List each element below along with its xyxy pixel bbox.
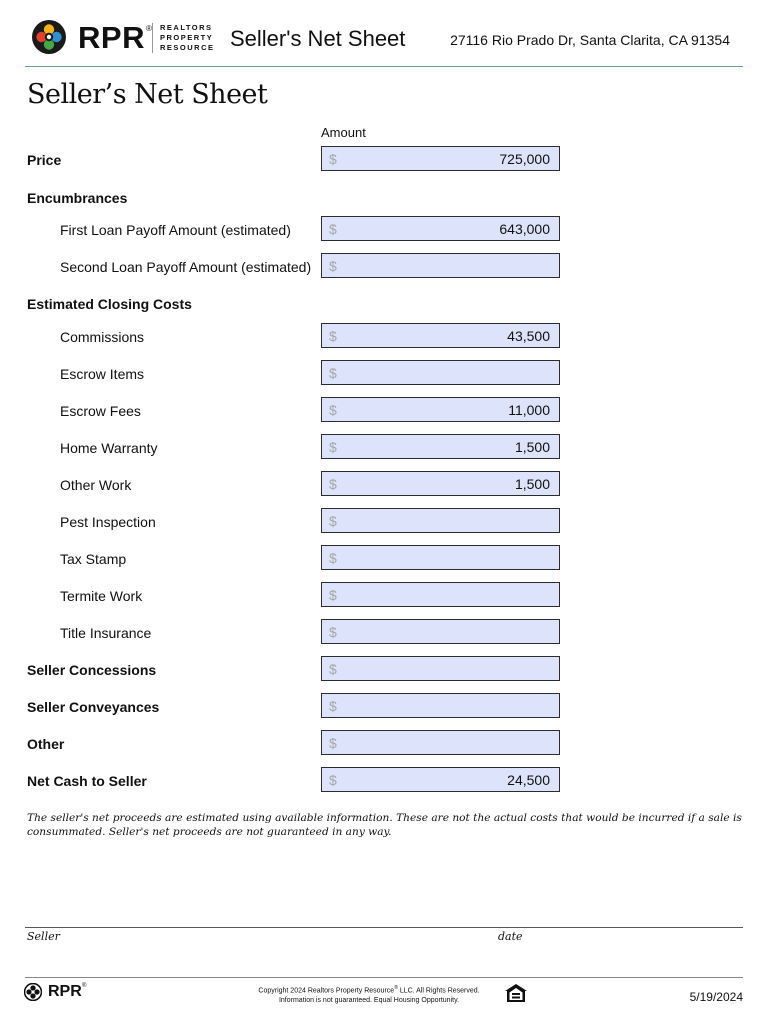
row-seller-conveyances bbox=[0, 693, 768, 721]
dollar-sign: $ bbox=[329, 513, 337, 529]
net-cash-field[interactable] bbox=[321, 767, 560, 792]
seller-conveyances-label: Seller Conveyances bbox=[27, 699, 160, 715]
other-label: Other bbox=[27, 736, 65, 752]
other-work-label: Other Work bbox=[60, 477, 132, 493]
home-warranty-field[interactable] bbox=[321, 434, 560, 459]
price-field[interactable] bbox=[321, 146, 560, 171]
dollar-sign: $ bbox=[329, 587, 337, 603]
amount-column-header: Amount bbox=[321, 125, 366, 140]
row-first-loan bbox=[0, 216, 768, 244]
closing-costs-heading: Estimated Closing Costs bbox=[27, 296, 192, 312]
seller-conveyances-field[interactable] bbox=[321, 693, 560, 718]
row-tax-stamp bbox=[0, 545, 768, 573]
disclaimer: The seller's net proceeds are estimated using available information. These are not the actual costs that would be incurred if a sale is consummated. Seller's net proceeds are not guaranteed in any way. bbox=[27, 812, 742, 838]
dollar-sign: $ bbox=[329, 476, 337, 492]
title-insurance-label: Title Insurance bbox=[60, 625, 152, 641]
footer-registered-mark: ® bbox=[82, 983, 87, 989]
second-loan-label: Second Loan Payoff Amount (estimated) bbox=[60, 259, 312, 275]
footer-rpr-text: RPR bbox=[48, 983, 82, 1000]
commissions-label: Commissions bbox=[60, 329, 145, 345]
other-work-field[interactable] bbox=[321, 471, 560, 496]
signature-date-label: date bbox=[498, 930, 523, 943]
seller-concessions-field[interactable] bbox=[321, 656, 560, 681]
escrow-fees-value: 11,000 bbox=[508, 402, 550, 418]
commissions-value: 43,500 bbox=[507, 328, 550, 344]
dollar-sign: $ bbox=[329, 221, 337, 237]
row-title-insurance bbox=[0, 619, 768, 647]
footer-rule bbox=[25, 977, 743, 978]
dollar-sign: $ bbox=[329, 151, 337, 167]
footer-copyright: Copyright 2024 Realtors Property Resource® LLC. All Rights Reserved. Information is not guaranteed. Equal Housing Opportunity. bbox=[258, 985, 480, 1005]
header-doc-title: Seller's Net Sheet bbox=[230, 26, 406, 51]
net-cash-value: 24,500 bbox=[507, 772, 550, 788]
row-escrow-fees bbox=[0, 397, 768, 425]
dollar-sign: $ bbox=[329, 550, 337, 566]
first-loan-value: 643,000 bbox=[499, 221, 550, 237]
escrow-items-field[interactable] bbox=[321, 360, 560, 385]
pest-inspection-label: Pest Inspection bbox=[60, 514, 156, 530]
rpr-logo-text: RPR bbox=[78, 20, 145, 55]
net-cash-label: Net Cash to Seller bbox=[27, 773, 147, 789]
commissions-field[interactable] bbox=[321, 323, 560, 348]
first-loan-field[interactable] bbox=[321, 216, 560, 241]
dollar-sign: $ bbox=[329, 402, 337, 418]
termite-work-field[interactable] bbox=[321, 582, 560, 607]
second-loan-field[interactable] bbox=[321, 253, 560, 278]
header bbox=[0, 0, 768, 68]
row-second-loan bbox=[0, 253, 768, 281]
row-pest-inspection bbox=[0, 508, 768, 536]
dollar-sign: $ bbox=[329, 735, 337, 751]
price-label: Price bbox=[27, 152, 62, 168]
termite-work-label: Termite Work bbox=[60, 588, 143, 604]
row-commissions bbox=[0, 323, 768, 351]
row-price bbox=[0, 146, 768, 174]
row-seller-concessions bbox=[0, 656, 768, 684]
row-escrow-items bbox=[0, 360, 768, 388]
dollar-sign: $ bbox=[329, 258, 337, 274]
row-termite-work bbox=[0, 582, 768, 610]
seller-concessions-label: Seller Concessions bbox=[27, 662, 157, 678]
row-other bbox=[0, 730, 768, 758]
other-work-value: 1,500 bbox=[514, 476, 550, 492]
row-net-cash bbox=[0, 767, 768, 795]
rpr-logo-icon bbox=[32, 20, 66, 54]
escrow-fees-label: Escrow Fees bbox=[60, 403, 141, 419]
signature-line bbox=[25, 927, 743, 928]
dollar-sign: $ bbox=[329, 439, 337, 455]
title-insurance-field[interactable] bbox=[321, 619, 560, 644]
row-home-warranty bbox=[0, 434, 768, 462]
logo-divider bbox=[152, 23, 153, 53]
dollar-sign: $ bbox=[329, 365, 337, 381]
escrow-fees-field[interactable] bbox=[321, 397, 560, 422]
dollar-sign: $ bbox=[329, 698, 337, 714]
first-loan-label: First Loan Payoff Amount (estimated) bbox=[60, 222, 291, 238]
home-warranty-value: 1,500 bbox=[514, 439, 550, 455]
footer-date: 5/19/2024 bbox=[689, 990, 743, 1004]
dollar-sign: $ bbox=[329, 328, 337, 344]
header-address: 27116 Rio Prado Dr, Santa Clarita, CA 91354 bbox=[450, 32, 730, 48]
other-field[interactable] bbox=[321, 730, 560, 755]
dollar-sign: $ bbox=[329, 772, 337, 788]
rpr-logo-icon bbox=[24, 983, 42, 1001]
dollar-sign: $ bbox=[329, 661, 337, 677]
dollar-sign: $ bbox=[329, 624, 337, 640]
signature-seller-label: Seller bbox=[27, 930, 60, 943]
header-rule bbox=[25, 66, 743, 67]
price-value: 725,000 bbox=[499, 151, 550, 167]
rpr-logo-subtitle: REALTORS PROPERTY RESOURCE bbox=[160, 23, 215, 52]
rpr-registered-mark: ® bbox=[146, 24, 152, 33]
pest-inspection-field[interactable] bbox=[321, 508, 560, 533]
tax-stamp-label: Tax Stamp bbox=[60, 551, 127, 567]
row-other-work bbox=[0, 471, 768, 499]
equal-housing-icon bbox=[504, 983, 528, 1003]
escrow-items-label: Escrow Items bbox=[60, 366, 145, 382]
tax-stamp-field[interactable] bbox=[321, 545, 560, 570]
encumbrances-heading: Encumbrances bbox=[27, 190, 128, 206]
page-title: Seller’s Net Sheet bbox=[27, 79, 268, 110]
home-warranty-label: Home Warranty bbox=[60, 440, 158, 456]
